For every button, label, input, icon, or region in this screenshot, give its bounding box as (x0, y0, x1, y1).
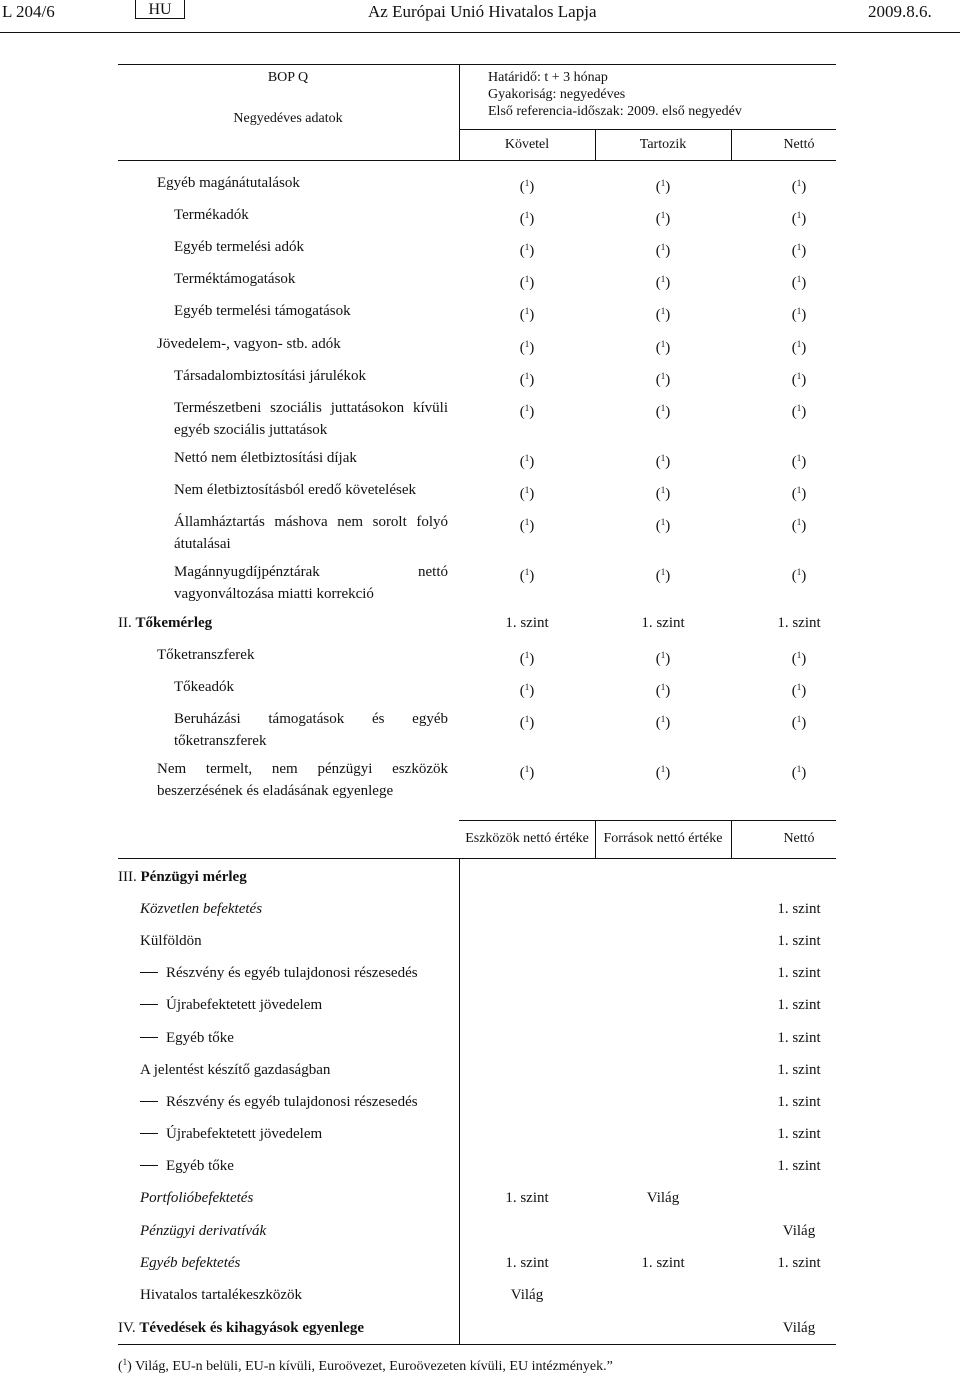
debit-cell: ($^1$) (655, 210, 671, 227)
row-label (140, 994, 322, 1016)
debit-cell: ($^1$) (655, 306, 671, 323)
dash-marker (140, 1004, 158, 1005)
credit-cell: ($^1$) (519, 517, 535, 534)
section-3-roman: III. (118, 869, 137, 885)
fin-col-header-assets: Eszközök nettó értéke (465, 831, 589, 846)
row-label (174, 397, 448, 441)
row-label-text: Nem életbiztosításból eredő követelések (174, 482, 416, 498)
net-cell: ($^1$) (791, 242, 807, 259)
debit-cell: 1. szint (641, 1255, 685, 1271)
net-cell: ($^1$) (791, 714, 807, 731)
frequency-text: Gyakoriság: negyedéves (488, 87, 626, 102)
credit-cell: Világ (510, 1287, 544, 1303)
section-2-roman: II. (118, 615, 132, 631)
row-label (157, 644, 254, 666)
credit-cell: ($^1$) (519, 567, 535, 584)
row-label-text: Újrabefektetett jövedelem (166, 997, 323, 1013)
credit-cell: ($^1$) (519, 339, 535, 356)
row-label-text: Egyéb tőke (166, 1158, 234, 1174)
row-label-text: Részvény és egyéb tulajdonosi részesedés (166, 1094, 418, 1110)
row-label-text: Közvetlen befektetés (140, 901, 263, 917)
table-head-inner-rule (459, 129, 836, 130)
net-cell: ($^1$) (791, 306, 807, 323)
row-label-text: Egyéb termelési adók (174, 239, 304, 255)
credit-cell: ($^1$) (519, 371, 535, 388)
row-label-text: Egyéb tőke (166, 1030, 234, 1046)
row-label-text: Társadalombiztosítási járulékok (174, 368, 367, 384)
debit-cell: ($^1$) (655, 178, 671, 195)
net-cell: 1. szint (777, 901, 821, 917)
row-label (174, 479, 416, 501)
dash-marker (140, 972, 158, 973)
debit-cell: ($^1$) (655, 371, 671, 388)
row-label (140, 1123, 322, 1145)
fin-col-header-net: Nettó (783, 831, 815, 846)
row-label-text: Magánnyugdíjpénztárak nettó vagyonváltozása miatti korrekció (174, 564, 448, 602)
net-cell: ($^1$) (791, 682, 807, 699)
table-bottom-rule (118, 1344, 836, 1345)
row-label (140, 898, 262, 920)
row-label-text: Egyéb befektetés (140, 1255, 241, 1271)
row-label (140, 1187, 253, 1209)
debit-cell: ($^1$) (655, 485, 671, 502)
section-2-debit: 1. szint (641, 615, 685, 631)
credit-cell: ($^1$) (519, 403, 535, 420)
row-label (174, 300, 351, 322)
section-3-title: Pénzügyi mérleg (140, 869, 247, 885)
debit-cell: ($^1$) (655, 682, 671, 699)
credit-cell: ($^1$) (519, 682, 535, 699)
credit-cell: ($^1$) (519, 274, 535, 291)
row-label (174, 676, 234, 698)
row-label (157, 333, 341, 355)
col-header-debit: Tartozik (639, 137, 687, 152)
row-label (174, 708, 448, 752)
debit-cell: ($^1$) (655, 650, 671, 667)
row-label-text: Hivatalos tartalékeszközök (140, 1287, 303, 1303)
row-label (140, 1091, 418, 1113)
row-label (174, 365, 366, 387)
journal-title: Az Európai Unió Hivatalos Lapja (368, 2, 597, 21)
net-cell: ($^1$) (791, 485, 807, 502)
credit-cell: ($^1$) (519, 242, 535, 259)
row-label-text: Jövedelem-, vagyon- stb. adók (157, 336, 341, 352)
row-label-text: Pénzügyi derivatívák (140, 1223, 267, 1239)
section-4-net: Világ (782, 1320, 816, 1336)
debit-cell: ($^1$) (655, 274, 671, 291)
credit-cell: ($^1$) (519, 306, 535, 323)
row-label (157, 172, 300, 194)
debit-cell: ($^1$) (655, 567, 671, 584)
deadline-text: Határidő: t + 3 hónap (488, 70, 608, 85)
col-header-credit: Követel (504, 137, 550, 152)
row-label-text: Termékadók (174, 207, 249, 223)
row-label (140, 930, 202, 952)
dash-marker (140, 1101, 158, 1102)
debit-cell: ($^1$) (655, 714, 671, 731)
net-cell: ($^1$) (791, 517, 807, 534)
footnote-text: Világ, EU-n belüli, EU-n kívüli, Euroövezet, Euroövezeten kívüli, EU intézmények.” (135, 1359, 613, 1374)
debit-cell: ($^1$) (655, 764, 671, 781)
footnote (118, 1357, 613, 1375)
section-4-title: Tévedések és kihagyások egyenlege (139, 1320, 364, 1336)
row-label (174, 236, 304, 258)
net-cell: ($^1$) (791, 650, 807, 667)
net-cell: ($^1$) (791, 403, 807, 420)
row-label-text: A jelentést készítő gazdaságban (140, 1062, 331, 1078)
row-label-text: Külföldön (140, 933, 202, 949)
credit-cell: ($^1$) (519, 178, 535, 195)
row-label-text: Beruházási támogatások és egyéb tőketranszferek (174, 711, 448, 749)
row-label (140, 1284, 302, 1306)
net-cell: 1. szint (777, 965, 821, 981)
row-label-text: Természetbeni szociális juttatásokon kívüli egyéb szociális juttatások (174, 400, 448, 438)
net-cell: 1. szint (777, 997, 821, 1013)
row-label-text: Tőketranszferek (157, 647, 255, 663)
fin-head-bottom-rule (118, 858, 836, 859)
row-label (174, 204, 249, 226)
net-cell: ($^1$) (791, 210, 807, 227)
credit-cell: ($^1$) (519, 764, 535, 781)
section-4-heading (118, 1317, 364, 1339)
dash-marker (140, 1133, 158, 1134)
row-label (174, 447, 357, 469)
fin-col-header-liabilities: Források nettó értéke (603, 831, 723, 846)
row-label (140, 1220, 266, 1242)
net-cell: ($^1$) (791, 339, 807, 356)
row-label-text: Nettó nem életbiztosítási díjak (174, 450, 357, 466)
net-cell: ($^1$) (791, 567, 807, 584)
row-label (157, 758, 448, 802)
net-cell: 1. szint (777, 1094, 821, 1110)
row-label-text: Államháztartás máshova nem sorolt folyó átutalásai (174, 514, 448, 552)
credit-cell: ($^1$) (519, 453, 535, 470)
table-top-rule (118, 64, 836, 65)
debit-cell: ($^1$) (655, 403, 671, 420)
row-label-text: Portfolióbefektetés (140, 1190, 254, 1206)
row-label-text: Egyéb termelési támogatások (174, 303, 351, 319)
net-cell: ($^1$) (791, 371, 807, 388)
row-label (140, 1027, 234, 1049)
credit-cell: ($^1$) (519, 714, 535, 731)
first-period-text: Első referencia-időszak: 2009. első negyedév (488, 104, 742, 119)
dash-marker (140, 1165, 158, 1166)
row-label (140, 1252, 240, 1274)
row-label-text: Újrabefektetett jövedelem (166, 1126, 323, 1142)
debit-cell: ($^1$) (655, 242, 671, 259)
col-header-net: Nettó (783, 137, 815, 152)
section-3-heading (118, 866, 247, 888)
fin-head-top-rule (459, 820, 836, 821)
row-label-text: Egyéb magánátutalások (157, 175, 300, 191)
page-reference: L 204/6 (2, 2, 55, 21)
language-code-box: HU (135, 0, 185, 19)
header-rule (0, 32, 960, 33)
footnote-mark: ($^1$) (118, 1357, 132, 1374)
net-cell: ($^1$) (791, 764, 807, 781)
net-cell: 1. szint (777, 1062, 821, 1078)
row-label-text: Terméktámogatások (174, 271, 296, 287)
section-2-heading (118, 612, 212, 634)
section-2-net: 1. szint (777, 615, 821, 631)
row-label (174, 268, 295, 290)
row-label-text: Tőkeadók (174, 679, 234, 695)
debit-cell: ($^1$) (655, 517, 671, 534)
net-cell: 1. szint (777, 933, 821, 949)
debit-cell: ($^1$) (655, 453, 671, 470)
row-label (140, 1155, 234, 1177)
debit-cell: ($^1$) (655, 339, 671, 356)
credit-cell: ($^1$) (519, 650, 535, 667)
net-cell: ($^1$) (791, 178, 807, 195)
credit-cell: 1. szint (505, 1255, 549, 1271)
row-label (140, 1059, 330, 1081)
table-head-bottom-rule (118, 160, 836, 161)
net-cell: 1. szint (777, 1126, 821, 1142)
net-cell: 1. szint (777, 1030, 821, 1046)
table-head-left-line2: Negyedéves adatok (233, 111, 343, 126)
net-cell: ($^1$) (791, 274, 807, 291)
row-label (140, 962, 418, 984)
net-cell: 1. szint (777, 1255, 821, 1271)
row-label-text: Részvény és egyéb tulajdonosi részesedés (166, 965, 418, 981)
net-cell: 1. szint (777, 1158, 821, 1174)
publication-date: 2009.8.6. (868, 2, 932, 21)
section-2-title: Tőkemérleg (135, 615, 213, 631)
section-2-credit: 1. szint (505, 615, 549, 631)
credit-cell: 1. szint (505, 1190, 549, 1206)
credit-cell: ($^1$) (519, 210, 535, 227)
credit-cell: ($^1$) (519, 485, 535, 502)
net-cell: ($^1$) (791, 453, 807, 470)
section-4-roman: IV. (118, 1320, 136, 1336)
table-head-left-line1: BOP Q (267, 70, 309, 85)
dash-marker (140, 1037, 158, 1038)
net-cell: Világ (782, 1223, 816, 1239)
row-label (174, 561, 448, 605)
row-label-text: Nem termelt, nem pénzügyi eszközök beszerzésének és eladásának egyenlege (157, 761, 448, 799)
row-label (174, 511, 448, 555)
debit-cell: Világ (646, 1190, 680, 1206)
